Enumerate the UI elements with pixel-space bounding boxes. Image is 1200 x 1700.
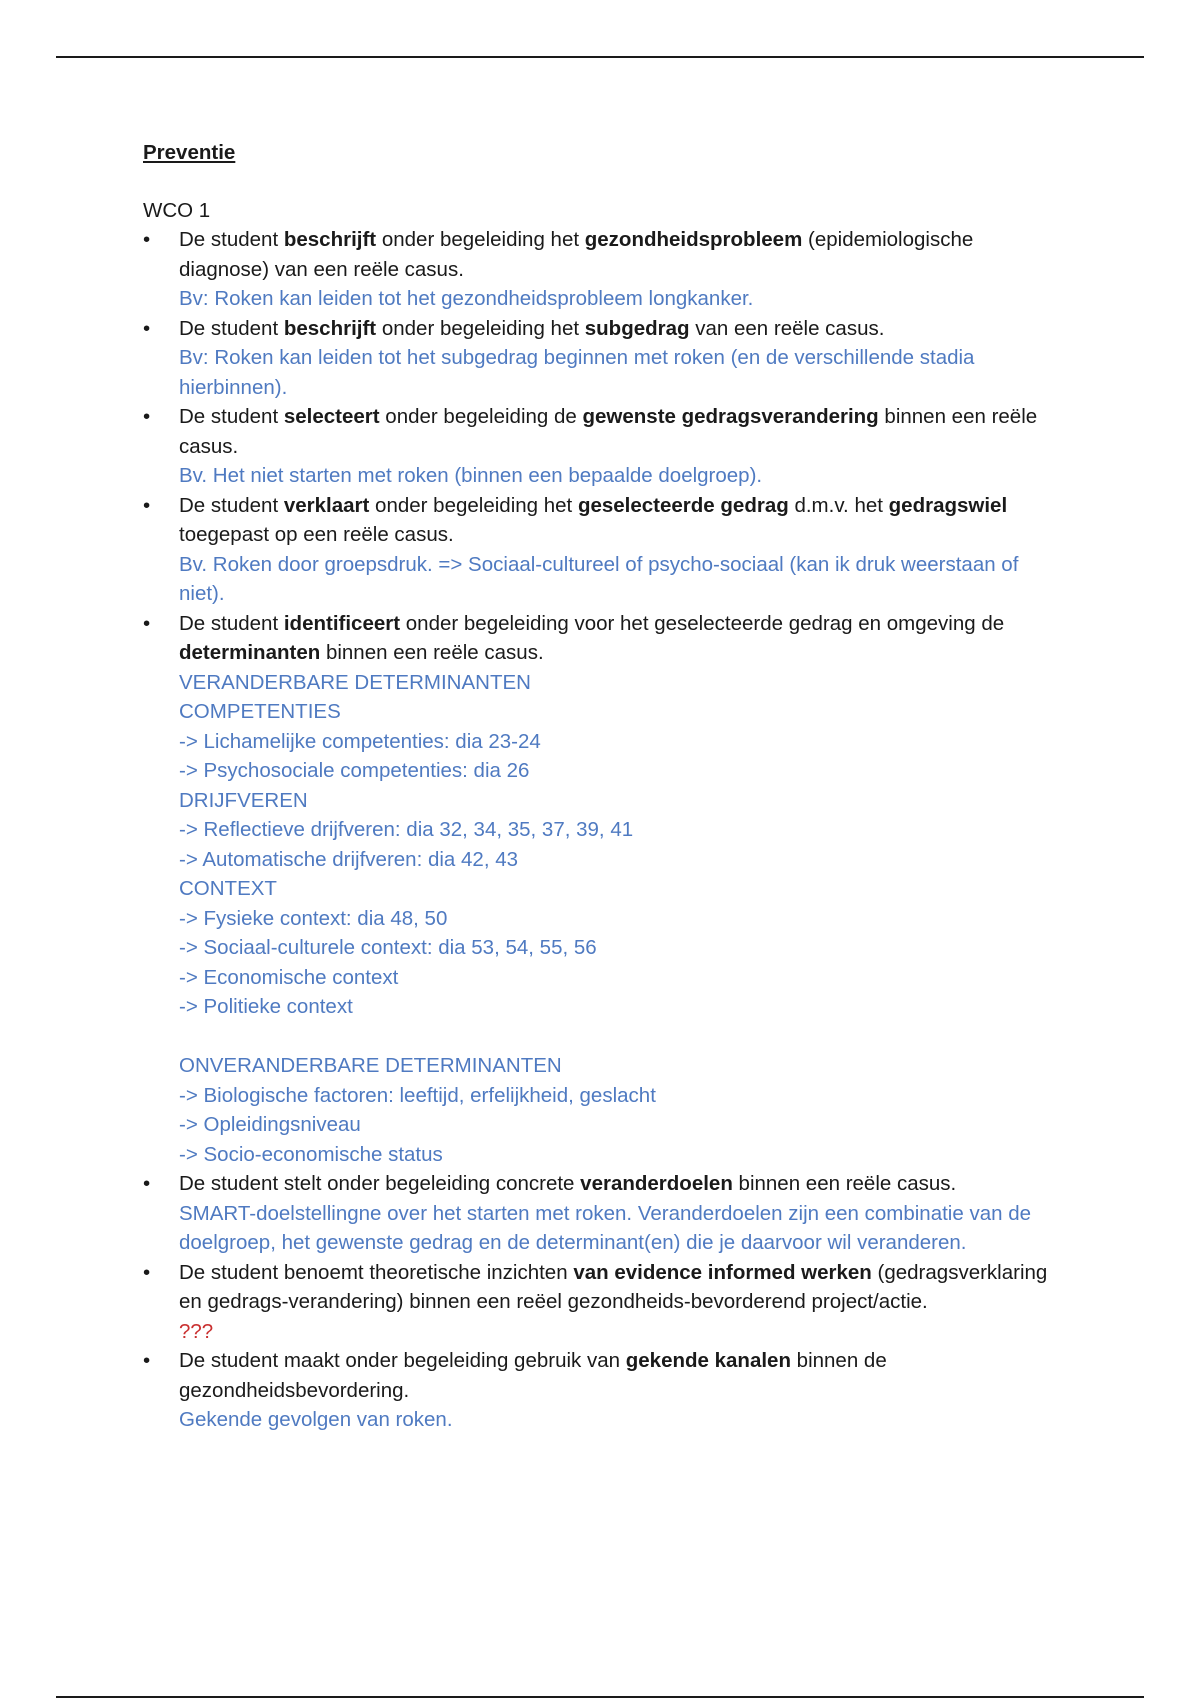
list-item: -> Sociaal-culturele context: dia 53, 54, 55, 56	[179, 936, 597, 959]
open-question-note: ???	[179, 1319, 214, 1343]
document-title: Preventie	[143, 141, 236, 164]
example-note: Bv: Roken kan leiden tot het subgedrag beginnen met roken (en de verschillende stadia hierbinnen).	[179, 346, 975, 399]
list-item: -> Fysieke context: dia 48, 50	[179, 906, 448, 930]
competences-title: COMPETENTIES	[179, 700, 341, 723]
list-item: • De student stelt onder begeleiding concrete veranderdoelen binnen een reële casus. SMART-doelstellingne over het starten met roken. Veranderdoelen zijn een combinatie van de doelgroep, het gewenste gedrag en de determinant(en) die je daarvoor wil veranderen.	[143, 1169, 1063, 1258]
list-item: -> Politieke context	[179, 995, 353, 1018]
list-item: -> Opleidingsniveau	[179, 1113, 361, 1136]
list-item: -> Biologische factoren: leeftijd, erfelijkheid, geslacht	[179, 1083, 656, 1107]
list-item: -> Psychosociale competenties: dia 26	[179, 759, 530, 782]
list-item: • De student verklaart onder begeleiding het geselecteerde gedrag d.m.v. het gedragswiel toegepast op een reële casus. Bv. Roken door groepsdruk. => Sociaal-cultureel of psycho-sociaal (kan ik druk weerstaan of niet).	[143, 491, 1063, 609]
example-note: Bv: Roken kan leiden tot het gezondheidsprobleem longkanker.	[179, 287, 754, 310]
drives-title: DRIJFVEREN	[179, 788, 308, 812]
context-title: CONTEXT	[179, 877, 277, 900]
footer-rule	[56, 1696, 1144, 1698]
list-item: -> Economische context	[179, 965, 399, 989]
list-item: • De student beschrijft onder begeleiding het subgedrag van een reële casus. Bv: Roken kan leiden tot het subgedrag beginnen met roken (en de verschillende stadia hierbinnen).	[143, 314, 1063, 403]
example-note: SMART-doelstellingne over het starten met roken. Veranderdoelen zijn een combinatie van de doelgroep, het gewenste gedrag en de determinant(en) die je daarvoor wil veranderen.	[179, 1201, 1032, 1254]
list-item: -> Reflectieve drijfveren: dia 32, 34, 35, 37, 39, 41	[179, 818, 634, 841]
list-item: -> Lichamelijke competenties: dia 23-24	[179, 729, 541, 753]
list-item: • De student beschrijft onder begeleiding het gezondheidsprobleem (epidemiologische diagnose) van een reële casus. Bv: Roken kan leiden tot het gezondheidsprobleem longkanker.	[143, 225, 1063, 314]
example-note: Bv. Roken door groepsdruk. => Sociaal-cultureel of psycho-sociaal (kan ik druk weerstaan of niet).	[179, 552, 1019, 605]
document-body	[143, 138, 1063, 1435]
determinants-block	[179, 668, 1063, 1170]
example-note: Gekende gevolgen van roken.	[179, 1408, 453, 1431]
unchangeable-title: ONVERANDERBARE DETERMINANTEN	[179, 1054, 562, 1077]
learning-goals-list	[143, 225, 1063, 1435]
list-item: • De student maakt onder begeleiding gebruik van gekende kanalen binnen de gezondheidsbevordering. Gekende gevolgen van roken.	[143, 1346, 1063, 1435]
changeable-title: VERANDERBARE DETERMINANTEN	[179, 670, 531, 694]
list-item: • De student benoemt theoretische inzichten van evidence informed werken (gedragsverklaring en gedrags-verandering) binnen een reëel gezondheids-bevorderend project/actie. ???	[143, 1258, 1063, 1347]
list-item: -> Socio-economische status	[179, 1142, 443, 1166]
list-item: • De student selecteert onder begeleiding de gewenste gedragsverandering binnen een reële casus. Bv. Het niet starten met roken (binnen een bepaalde doelgroep).	[143, 402, 1063, 491]
spacer	[179, 1022, 1063, 1052]
list-item: • De student identificeert onder begeleiding voor het geselecteerde gedrag en omgeving de determinanten binnen een reële casus. VERANDERBARE DETERMINANTEN COMPETENTIES -> Lichamelijke competenties: dia 23-24 -> Psychosociale competenties: dia 26 DRIJFVEREN -> Reflectieve drijfveren: dia 32, 34, 35, 37, 39, 41 -> Automatische drijfveren: dia 42, 43 CONTEXT -> Fysieke context: dia 48, 50 -> Sociaal-culturele context: dia 53, 54, 55, 56 -> Economische context -> Politieke context ONVERANDERBARE DETERMINANTEN -> Biologische factoren: leeftijd, erfelijkheid, geslacht -> Opleidingsniveau -> Socio-economische status	[143, 609, 1063, 1170]
example-note: Bv. Het niet starten met roken (binnen een bepaalde doelgroep).	[179, 464, 763, 487]
header-rule	[56, 56, 1144, 58]
section-heading: WCO 1	[143, 198, 211, 222]
list-item: -> Automatische drijfveren: dia 42, 43	[179, 847, 519, 871]
